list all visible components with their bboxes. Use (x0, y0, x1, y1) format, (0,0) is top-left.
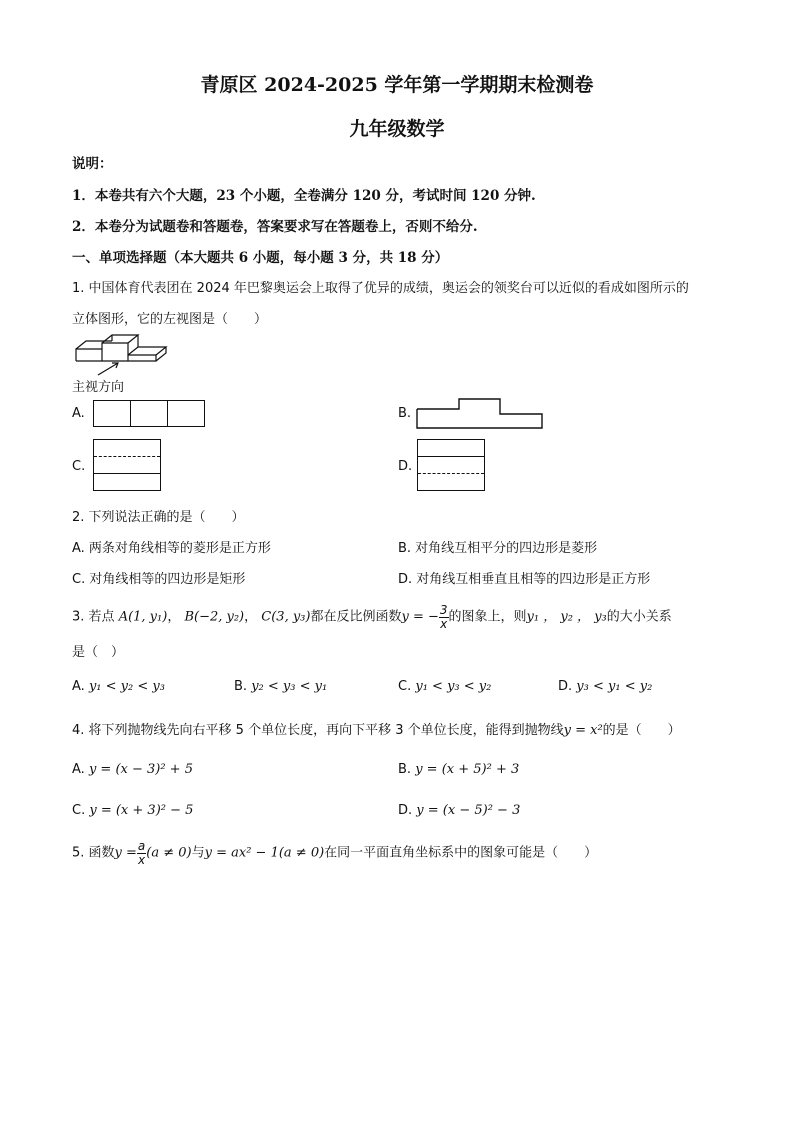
q3-option-b-expr: y₂ < y₃ < y₁ (251, 679, 328, 694)
q1-option-c-figure (93, 439, 161, 491)
q3-point-c: C(3, y₃) (261, 609, 311, 625)
q3-option-c-expr: y₁ < y₃ < y₂ (415, 679, 492, 694)
q3-func-fraction (439, 604, 449, 630)
q3-option-d-expr: y₃ < y₁ < y₂ (576, 679, 653, 694)
q3-mid: 都在反比例函数 (310, 609, 402, 625)
q2-option-a[interactable]: A. 两条对角线相等的菱形是正方形 (72, 541, 271, 556)
q4-stem-line (72, 719, 681, 738)
q3-tail: 的图象上，则 (448, 609, 527, 625)
q1-option-d-figure (417, 439, 485, 491)
q3-option-c[interactable] (398, 679, 491, 694)
q1-stem-line2: 立体图形，它的左视图是（ ） (72, 312, 268, 327)
q3-func-numerator: 3 (439, 603, 448, 617)
q5-stem (72, 840, 597, 866)
q2-option-d[interactable]: D. 对角线互相垂直且相等的四边形是正方形 (398, 572, 651, 587)
q1-view-caption: 主视方向 (72, 380, 125, 395)
q3-stem: 3. 若点 A(1, y₁)， B(−2, y₂)， C(3, y₃)都在反比例函数y = − $\frac{3}{x}$ 的图象上，则y₁ ， y₂ ， y₃的大小关系 (72, 603, 672, 631)
q3-func-lhs: y = − (401, 609, 439, 625)
q5-f1-numerator: a (137, 839, 146, 853)
q4-option-c[interactable] (72, 803, 193, 818)
q4-option-d-expr: y = (x − 5)² − 3 (416, 803, 521, 818)
q5-f1-denominator: x (138, 852, 146, 867)
q4-option-a[interactable] (72, 762, 193, 777)
q4-option-d[interactable] (398, 803, 520, 818)
q1-option-c-edge-line (93, 473, 161, 474)
q4-option-b-expr: y = (x + 5)² + 3 (415, 762, 520, 777)
section-heading: 一、单项选择题（本大题共 6 小题，每小题 3 分，共 18 分） (72, 250, 449, 266)
q5-f1-condition: (a ≠ 0) (146, 845, 192, 861)
podium-3d-figure (74, 333, 170, 377)
q4-target: y = x² (563, 723, 603, 738)
q1-option-a-figure (93, 400, 205, 427)
q4-option-c-label: C. (72, 803, 86, 818)
q3-stem-line2: 是（ ） (72, 645, 125, 660)
q5-f1-lhs: y = (114, 845, 137, 861)
notes-heading: 说明： (72, 156, 113, 172)
q3-option-d[interactable] (558, 679, 652, 694)
q5-f2: y = ax² − 1(a ≠ 0) (204, 845, 325, 861)
q2-option-c[interactable]: C. 对角线相等的四边形是矩形 (72, 572, 246, 587)
q1-option-a-label[interactable]: A. (72, 406, 85, 421)
q3-lead: 3. 若点 (72, 609, 115, 625)
q1-option-c-hidden-line (94, 456, 160, 457)
q3-option-a-label: A. (72, 679, 85, 694)
q3-option-a[interactable] (72, 679, 165, 694)
q3-vars: y₁ ， y₂ ， y₃ (526, 609, 607, 625)
q1-option-c-label[interactable]: C. (72, 459, 86, 474)
q3-option-d-label: D. (558, 679, 573, 694)
q4-option-b[interactable] (398, 762, 519, 777)
q3-point-b: B(−2, y₂) (184, 609, 245, 625)
q1-option-d-hidden-line (418, 473, 484, 474)
q2-option-b[interactable]: B. 对角线互相平分的四边形是菱形 (398, 541, 598, 556)
q2-stem: 2. 下列说法正确的是（ ） (72, 510, 245, 525)
q4-stem-tail: 的是（ ） (602, 723, 681, 738)
q5-tail: 在同一平面直角坐标系中的图象可能是（ ） (324, 845, 598, 861)
q1-stem-line1: 1. 中国体育代表团在 2024 年巴黎奥运会上取得了优异的成绩，奥运会的领奖台可以近似的看成如图所示的 (72, 281, 689, 296)
q1-option-a-divider-1 (130, 400, 131, 427)
q5-lead: 5. 函数 (72, 845, 115, 861)
q1-option-d-label[interactable]: D. (398, 459, 413, 474)
q4-option-c-expr: y = (x + 3)² − 5 (89, 803, 194, 818)
q3-point-a: A(1, y₁) (118, 609, 168, 625)
q4-option-a-label: A. (72, 762, 85, 777)
notes-line-2: 2．本卷分为试题卷和答题卷，答案要求写在答题卷上，否则不给分. (72, 219, 478, 235)
q4-option-d-label: D. (398, 803, 413, 818)
q3-option-b-label: B. (234, 679, 248, 694)
q1-option-b-figure (416, 398, 544, 430)
q4-option-b-label: B. (398, 762, 412, 777)
notes-line-1: 1．本卷共有六个大题，23 个小题，全卷满分 120 分，考试时间 120 分钟. (72, 188, 536, 204)
q1-option-d-edge-line (417, 456, 485, 457)
q4-stem: 4. 将下列抛物线先向右平移 5 个单位长度，再向下平移 3 个单位长度，能得到抛物线 (72, 723, 564, 738)
exam-title: 青原区 2024-2025 学年第一学期期末检测卷 (200, 74, 594, 96)
q3-option-c-label: C. (398, 679, 412, 694)
q1-option-a-divider-2 (167, 400, 168, 427)
q1-option-b-label[interactable]: B. (398, 406, 412, 421)
q4-option-a-expr: y = (x − 3)² + 5 (88, 762, 193, 777)
q5-mid: 与 (191, 845, 205, 861)
q5-f1-fraction (137, 840, 146, 866)
exam-subtitle: 九年级数学 (349, 118, 445, 140)
q3-option-a-expr: y₁ < y₂ < y₃ (88, 679, 165, 694)
q3-tail2: 的大小关系 (606, 609, 672, 625)
q3-option-b[interactable] (234, 679, 327, 694)
q3-func-denominator: x (440, 616, 448, 631)
